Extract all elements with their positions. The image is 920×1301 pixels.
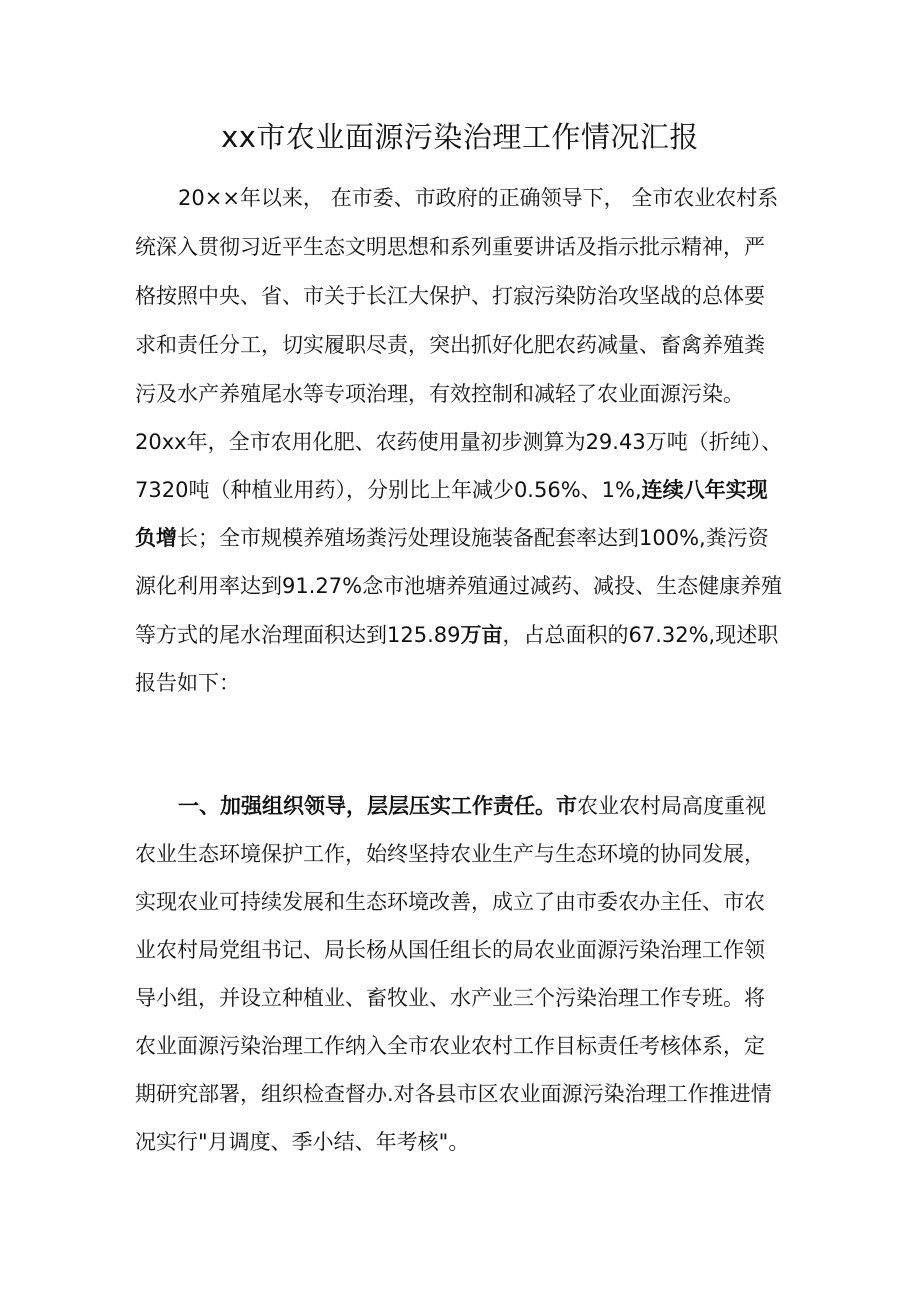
stats-line-6: 报告如下：: [135, 671, 240, 695]
stats-line-3: [135, 523, 769, 553]
section1-line: 期研究部署，组织检查督办.对各县市区农业面源污染治理工作推进情: [135, 1082, 772, 1106]
stats-text: ，占总面积的67.32%,现述职: [502, 623, 779, 647]
section1-line: 农业面源污染治理工作纳入全市农业农村工作目标责任考核体系，定: [135, 1034, 765, 1058]
intro-line-4: 求和责任分工，切实履职尽责，突出抓好化肥农药减量、畜禽养殖粪: [135, 333, 765, 357]
stats-line-2: [135, 475, 768, 505]
section1-line: 况实行"月调度、季小结、年考核"。: [135, 1130, 470, 1154]
section1-line: 农业生态环境保护工作，始终坚持农业生产与生态环境的协同发展，: [135, 842, 765, 866]
stats-emphasis: 负增: [135, 526, 177, 550]
section1-heading: [178, 791, 766, 821]
intro-line-3: 格按照中央、省、市关于长江大保护、打寂污染防治攻坚战的总体要: [135, 284, 765, 308]
section1-heading-rest: 农业农村局高度重视: [577, 794, 766, 818]
stats-text: 长；全市规模养殖场粪污处理设施装备配套率达到100%,粪污资: [177, 526, 769, 550]
stats-emphasis: 万亩: [460, 623, 503, 647]
stats-line-5: [135, 620, 778, 650]
section1-line: 业农村局党组书记、局长杨从国任组长的局农业面源污染治理工作领: [135, 938, 765, 962]
stats-text: 7320吨（种植业用药），分别比上年减少0.56%、1%,: [135, 478, 642, 502]
section1-heading-bold: 一、加强组织领导，层层压实工作责任。市: [178, 794, 577, 818]
stats-line-4: 源化利用率达到91.27%念市池塘养殖通过减药、减投、生态健康养殖: [135, 574, 783, 598]
intro-text: 20××年以来， 在市委、市政府的正确领导下， 全市农业农村系: [178, 186, 779, 210]
stats-emphasis: 连续八年实现: [641, 478, 768, 502]
intro-line-5: 污及水产养殖尾水等专项治理，有效控制和减轻了农业面源污染。: [135, 382, 744, 406]
stats-line-1: 20xx年，全市农用化肥、农药使用量初步测算为29.43万吨（折纯）、: [135, 430, 783, 454]
stats-text: 等方式的尾水治理面积达到125.89: [135, 623, 461, 647]
section1-line: 导小组，并设立种植业、畜牧业、水产业三个污染治理工作专班。将: [135, 986, 765, 1010]
intro-line-1: [178, 183, 786, 213]
section1-line: 实现农业可持续发展和生态环境改善，成立了由市委农办主任、市农: [135, 890, 765, 914]
intro-line-2: 统深入贯彻习近平生态文明思想和系列重要讲话及指示批示精神，严: [135, 235, 765, 259]
document-title: xx市农业面源污染治理工作情况汇报: [221, 120, 699, 154]
